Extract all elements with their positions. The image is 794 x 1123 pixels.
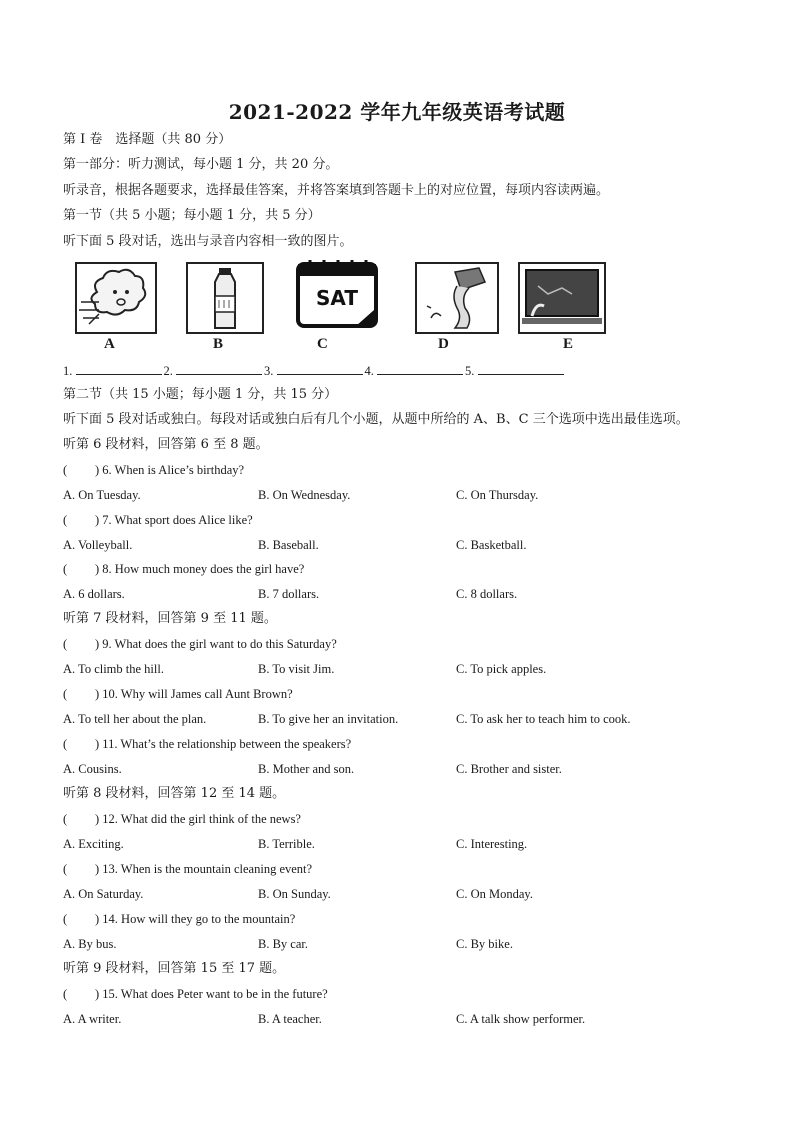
- group-heading: 听第 7 段材料，回答第 9 至 11 题。: [63, 611, 277, 626]
- answer-blank-1[interactable]: [76, 362, 162, 375]
- section-heading: 第 I 卷 选择题（共 80 分）: [63, 132, 232, 147]
- water-bottle-icon: [186, 262, 264, 334]
- option-b[interactable]: B. 7 dollars.: [258, 587, 320, 601]
- page-title: 2021-2022 学年九年级英语考试题: [228, 100, 566, 124]
- option-a[interactable]: A. Volleyball.: [63, 538, 133, 552]
- option-a[interactable]: A. To climb the hill.: [63, 662, 164, 676]
- option-c[interactable]: C. Brother and sister.: [456, 762, 562, 776]
- calendar-sat-icon: [296, 258, 378, 328]
- subsection-1-heading: 第一节（共 5 小题；每小题 1 分，共 5 分）: [63, 208, 321, 223]
- wind-cloud-icon: [75, 262, 157, 334]
- option-a[interactable]: A. On Saturday.: [63, 887, 144, 901]
- question-11: ( ) 11. What’s the relationship between the speakers?: [63, 737, 352, 751]
- option-c[interactable]: C. By bike.: [456, 937, 513, 951]
- answer-blanks: [63, 362, 566, 379]
- question-13: ( ) 13. When is the mountain cleaning event?: [63, 862, 313, 876]
- subsection-2-heading: 第二节（共 15 小题；每小题 1 分，共 15 分）: [63, 387, 338, 402]
- part-heading: 第一部分：听力测试，每小题 1 分，共 20 分。: [63, 157, 339, 172]
- picture-label-c: C: [317, 336, 328, 352]
- option-c[interactable]: C. Basketball.: [456, 538, 527, 552]
- picture-label-d: D: [438, 336, 449, 352]
- option-c[interactable]: C. To pick apples.: [456, 662, 547, 676]
- picture-label-b: B: [213, 336, 224, 352]
- spilled-cup-icon: [415, 262, 499, 334]
- option-a[interactable]: A. To tell her about the plan.: [63, 712, 207, 726]
- blank-number: 5.: [465, 364, 475, 378]
- option-b[interactable]: B. To give her an invitation.: [258, 712, 399, 726]
- option-b[interactable]: B. A teacher.: [258, 1012, 322, 1026]
- option-c[interactable]: C. Interesting.: [456, 837, 528, 851]
- option-b[interactable]: B. Baseball.: [258, 538, 319, 552]
- subsection-2-instructions: 听下面 5 段对话或独白。每段对话或独白后有几个小题，从题中所给的 A、B、C 三个选项中选出最佳选项。: [63, 412, 689, 427]
- answer-blank-4[interactable]: [377, 362, 463, 375]
- option-a[interactable]: A. A writer.: [63, 1012, 122, 1026]
- calendar-text: SAT: [316, 286, 358, 310]
- group-heading: 听第 8 段材料，回答第 12 至 14 题。: [63, 786, 286, 801]
- group-heading: 听第 6 段材料，回答第 6 至 8 题。: [63, 437, 269, 452]
- question-9: ( ) 9. What does the girl want to do this Saturday?: [63, 637, 337, 651]
- question-6: ( ) 6. When is Alice’s birthday?: [63, 463, 245, 477]
- answer-blank-2[interactable]: [176, 362, 262, 375]
- instructions: 听录音，根据各题要求，选择最佳答案，并将答案填到答题卡上的对应位置，每项内容读两遍。: [63, 183, 610, 198]
- option-c[interactable]: C. 8 dollars.: [456, 587, 518, 601]
- answer-blank-5[interactable]: [478, 362, 564, 375]
- option-c[interactable]: C. On Thursday.: [456, 488, 539, 502]
- question-8: ( ) 8. How much money does the girl have?: [63, 562, 305, 576]
- option-c[interactable]: C. To ask her to teach him to cook.: [456, 712, 631, 726]
- question-12: ( ) 12. What did the girl think of the news?: [63, 812, 301, 826]
- option-b[interactable]: B. On Sunday.: [258, 887, 331, 901]
- picture-label-e: E: [563, 336, 574, 352]
- blank-number: 4.: [364, 364, 374, 378]
- option-c[interactable]: C. A talk show performer.: [456, 1012, 586, 1026]
- option-a[interactable]: A. By bus.: [63, 937, 117, 951]
- blank-number: 1.: [63, 364, 73, 378]
- option-a[interactable]: A. Exciting.: [63, 837, 124, 851]
- option-b[interactable]: B. Mother and son.: [258, 762, 355, 776]
- option-b[interactable]: B. To visit Jim.: [258, 662, 335, 676]
- blank-number: 2.: [163, 364, 173, 378]
- option-b[interactable]: B. On Wednesday.: [258, 488, 351, 502]
- question-10: ( ) 10. Why will James call Aunt Brown?: [63, 687, 293, 701]
- blackboard-icon: [518, 262, 606, 334]
- option-c[interactable]: C. On Monday.: [456, 887, 533, 901]
- question-7: ( ) 7. What sport does Alice like?: [63, 513, 253, 527]
- option-a[interactable]: A. 6 dollars.: [63, 587, 125, 601]
- blank-number: 3.: [264, 364, 274, 378]
- question-15: ( ) 15. What does Peter want to be in the future?: [63, 987, 328, 1001]
- subsection-1-instructions: 听下面 5 段对话，选出与录音内容相一致的图片。: [63, 234, 353, 249]
- group-heading: 听第 9 段材料，回答第 15 至 17 题。: [63, 961, 286, 976]
- question-14: ( ) 14. How will they go to the mountain?: [63, 912, 296, 926]
- answer-blank-3[interactable]: [277, 362, 363, 375]
- option-a[interactable]: A. Cousins.: [63, 762, 122, 776]
- option-b[interactable]: B. Terrible.: [258, 837, 315, 851]
- option-b[interactable]: B. By car.: [258, 937, 308, 951]
- picture-label-a: A: [104, 336, 115, 352]
- option-a[interactable]: A. On Tuesday.: [63, 488, 141, 502]
